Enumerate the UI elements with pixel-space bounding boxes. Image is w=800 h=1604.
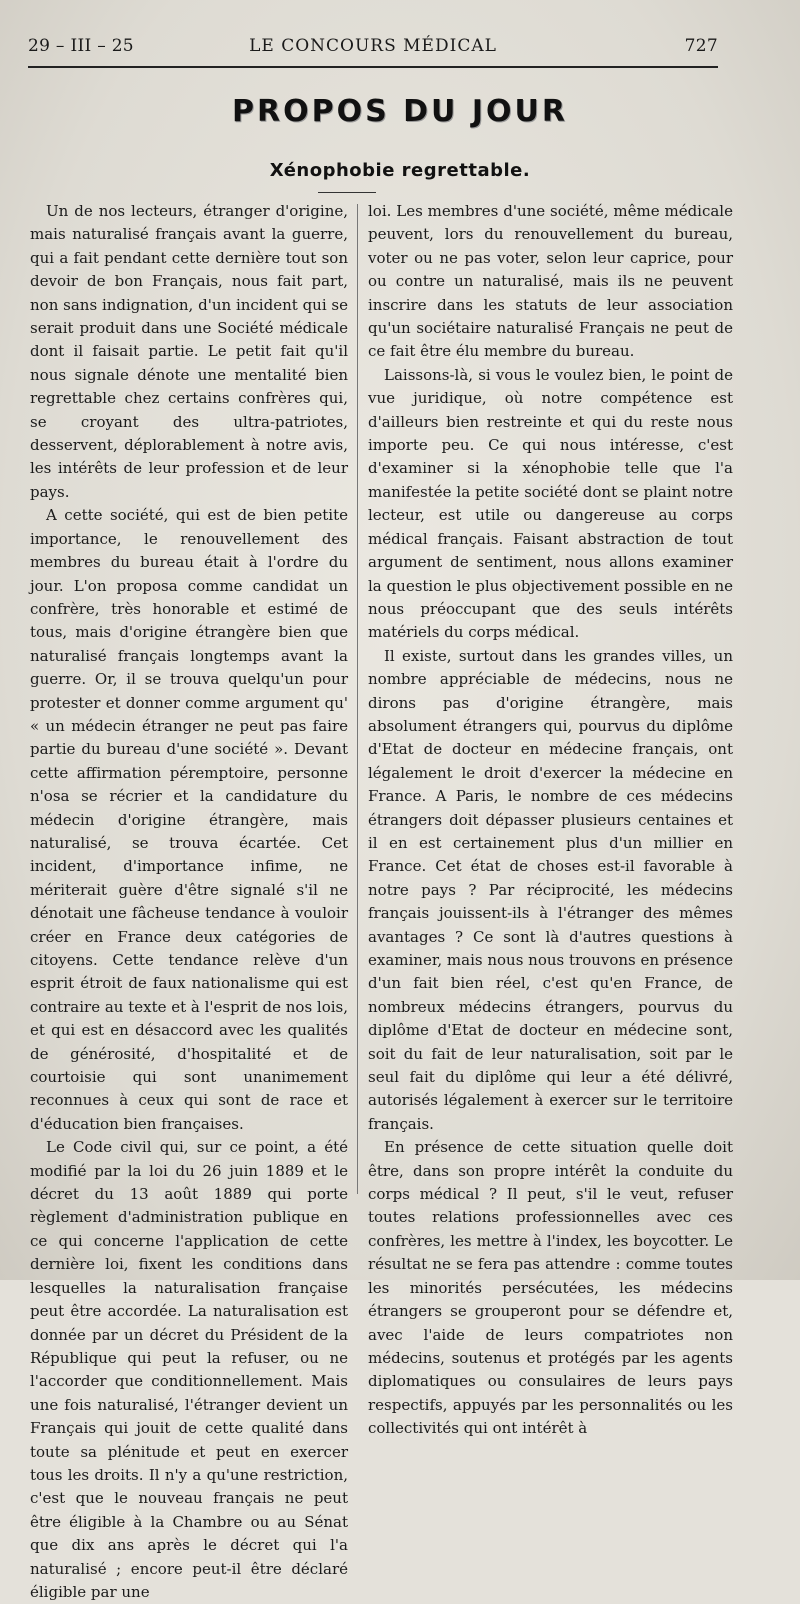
issue-date: 29 – III – 25 [28, 36, 134, 56]
header-rule [28, 66, 718, 68]
paragraph: loi. Les membres d'une société, même médicale peuvent, lors du renouvellement du bureau, voter ou ne pas voter, selon leur caprice, pour ou contre un naturalisé, mais ils ne peuvent inscrire dans les statuts de leur association qu'un sociétaire naturalisé Français ne peut de ce fait être élu membre du bureau. [368, 202, 733, 361]
paragraph: En présence de cette situation quelle doit être, dans son propre intérêt la conduite du corps médical ? Il peut, s'il le veut, refuser toutes relations professionnelles avec ces confrères, les mettre à l'index, les boycotter. Le résultat ne se fera pas attendre : comme toutes les minorités persécutées, les médecins étrangers se grouperont pour se défendre et, avec l'aide de leurs compatriotes non médecins, soutenus et protégés par les agents diplomatiques ou consulaires de leurs pays respectifs, appuyés par les personnalités ou les collectivités qui ont intérêt à [368, 1138, 733, 1438]
page-number: 727 [684, 36, 718, 56]
section-title: PROPOS DU JOUR [232, 94, 568, 129]
right-column [368, 200, 733, 1438]
left-column [30, 200, 348, 1601]
journal-name: LE CONCOURS MÉDICAL [249, 36, 497, 56]
paragraph: Le Code civil qui, sur ce point, a été modifié par la loi du 26 juin 1889 et le décret du 13 août 1889 qui porte règlement d'administration publique en ce qui concerne l'application de cette dernière loi, fixent les conditions dans lesquelles la naturalisation française peut être accordée. La naturalisation est donnée par un décret du Président de la République qui peut la refuser, ou ne l'accorder que conditionnellement. Mais une fois naturalisé, l'étranger devient un Français qui jouit de cette qualité dans toute sa plénitude et peut en exercer tous les droits. Il n'y a qu'une restriction, c'est que le nouveau français ne peut être éligible à la Chambre ou au Sénat que dix ans après le décret qui l'a naturalisé ; encore peut-il être déclaré éligible par une [30, 1138, 348, 1601]
paragraph: Il existe, surtout dans les grandes villes, un nombre appréciable de médecins, nous ne dirons pas d'origine étrangère, mais absolument étrangers qui, pourvus du diplôme d'Etat de docteur en médecine français, ont légalement le droit d'exercer la médecine en France. A Paris, le nombre de ces médecins étrangers doit dépasser plusieurs centaines et il en est certainement plus d'un millier en France. Cet état de choses est-il favorable à notre pays ? Par réciprocité, les médecins français jouissent-ils à l'étranger des mêmes avantages ? Ce sont là d'autres questions à examiner, mais nous nous trouvons en présence d'un fait bien réel, c'est qu'en France, de nombreux médecins étrangers, pourvus du diplôme d'Etat de docteur en médecine sont, soit du fait de leur naturalisation, soit par le seul fait du diplôme qui leur a été délivré, autorisés légalement à exercer sur le territoire français. [368, 646, 733, 1133]
paragraph: Laissons-là, si vous le voulez bien, le point de vue juridique, où notre compétence est d'ailleurs bien restreinte et qui du reste nous importe peu. Ce qui nous intéresse, c'est d'examiner si la xénophobie telle que l'a manifestée la petite société dont se plaint notre lecteur, est utile ou dangereuse au corps médical français. Faisant abstraction de tout argument de sentiment, nous allons examiner la question le plus objectivement possible en ne nous préoccupant que des seuls intérêts matériels du corps médical. [368, 365, 733, 642]
article-title: Xénophobie regrettable. [269, 160, 531, 181]
running-header [28, 36, 718, 62]
paragraph: A cette société, qui est de bien petite importance, le renouvellement des membres du bureau était à l'ordre du jour. L'on proposa comme candidat un confrère, très honorable et estimé de tous, mais d'origine étrangère bien que naturalisé français longtemps avant la guerre. Or, il se trouva quelqu'un pour protester et donner comme argument qu' « un médecin étranger ne peut pas faire partie du bureau d'une société ». Devant cette affirmation péremptoire, personne n'osa se récrier et la candidature du médecin d'origine étrangère, mais naturalisé, se trouva écartée. Cet incident, d'importance infime, ne mériterait guère d'être signalé s'il ne dénotait une fâcheuse tendance à vouloir créer en France deux catégories de citoyens. Cette tendance relève d'un esprit étroit de faux nationalisme qui est contraire au texte et à l'esprit de nos lois, et qui est en désaccord avec les qualités de générosité, d'hospitalité et de courtoisie qui sont unanimement reconnues à ceux qui sont de race et d'éducation bien françaises. [30, 506, 348, 1133]
title-divider [318, 192, 376, 193]
column-divider [357, 204, 358, 1194]
paragraph: Un de nos lecteurs, étranger d'origine, mais naturalisé français avant la guerre, qui a fait pendant cette dernière tout son devoir de bon Français, nous fait part, non sans indignation, d'un incident qui se serait produit dans une Société médicale dont il faisait partie. Le petit fait qu'il nous signale dénote une mentalité bien regrettable chez certains confrères qui, se croyant des ultra-patriotes, desservent, déplorablement à notre avis, les intérêts de leur profession et de leur pays. [30, 202, 348, 501]
